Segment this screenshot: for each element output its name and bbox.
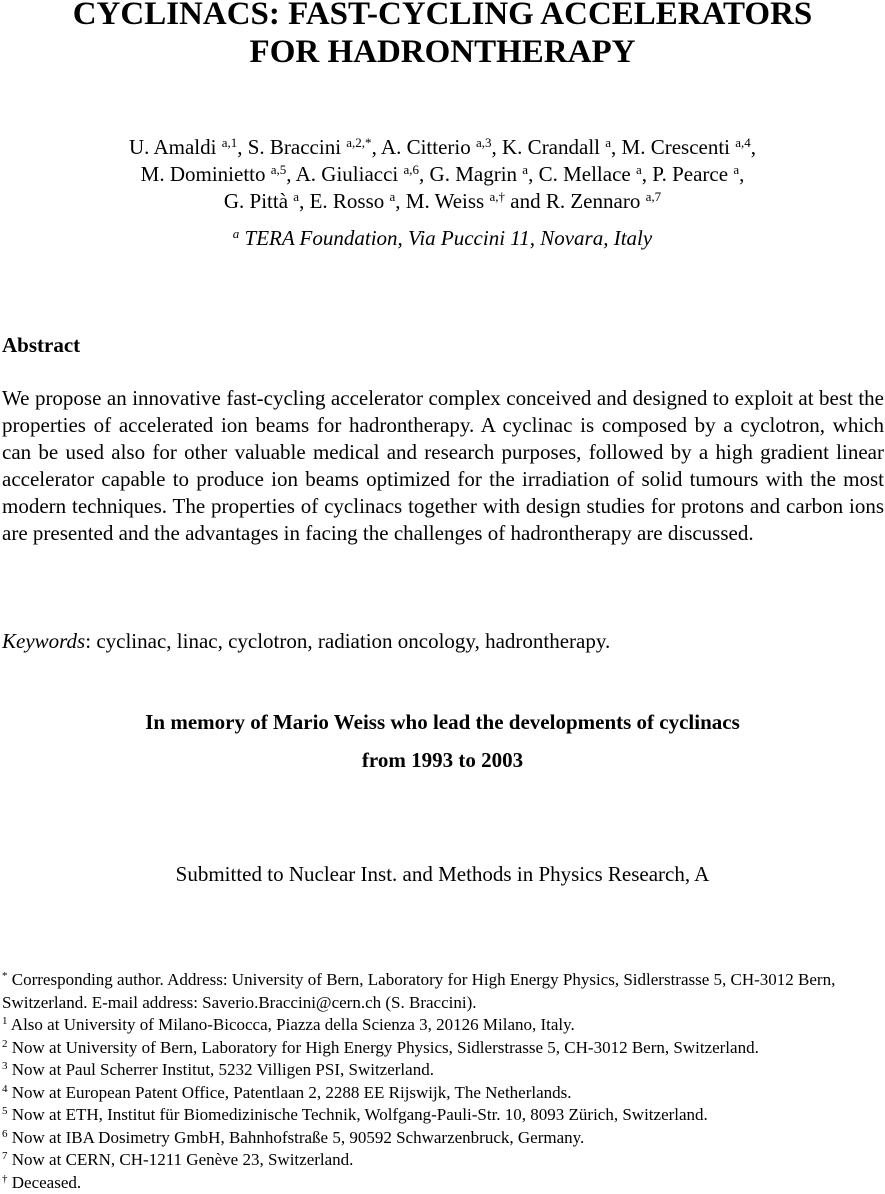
author-name: G. Magrin: [430, 162, 523, 186]
author-separator: ,: [751, 135, 756, 159]
footnote-mark: 4: [2, 1083, 8, 1095]
author-name: M. Crescenti: [622, 135, 736, 159]
author-name: A. Giuliacci: [296, 162, 404, 186]
author-separator: ,: [492, 135, 503, 159]
footnote-mark: 2: [2, 1038, 8, 1050]
author-line: [0, 160, 885, 189]
submission-note: Submitted to Nuclear Inst. and Methods in Physics Research, A: [0, 862, 885, 887]
abstract-heading: Abstract: [2, 333, 80, 358]
affiliation: [0, 226, 885, 251]
footnote-text: Now at ETH, Institut für Biomedizinische Technik, Wolfgang-Pauli-Str. 10, 8093 Zürich, Switzerland.: [8, 1105, 708, 1124]
footnote-text: Now at Paul Scherrer Institut, 5232 Villigen PSI, Switzerland.: [8, 1060, 434, 1079]
author-name: M. Weiss: [406, 189, 490, 213]
footnote: [2, 1059, 884, 1082]
author-affiliation-mark: a,5: [271, 162, 287, 177]
author-separator: and: [505, 189, 546, 213]
footnote: [2, 1037, 884, 1060]
author-separator: ,: [299, 189, 310, 213]
author-line: [0, 187, 885, 216]
footnote-text: Now at IBA Dosimetry GmbH, Bahnhofstraße 5, 90592 Schwarzenbruck, Germany.: [8, 1128, 585, 1147]
author-name: E. Rosso: [310, 189, 390, 213]
author-affiliation-mark: a: [605, 135, 611, 150]
footnote: [2, 969, 884, 1014]
affiliation-text: TERA Foundation, Via Puccini 11, Novara, Italy: [239, 226, 652, 250]
author-affiliation-mark: a,7: [646, 189, 662, 204]
footnote-text: Now at CERN, CH-1211 Genève 23, Switzerland.: [8, 1150, 354, 1169]
keywords: [2, 629, 610, 654]
author-name: C. Mellace: [539, 162, 636, 186]
author-separator: ,: [286, 162, 295, 186]
footnote-mark: †: [2, 1173, 8, 1185]
footnote-mark: 5: [2, 1105, 8, 1117]
author-affiliation-mark: a,6: [404, 162, 420, 177]
footnotes: [2, 969, 884, 1194]
author-affiliation-mark: a: [636, 162, 642, 177]
keywords-label: Keywords: [2, 629, 85, 653]
footnote-mark: 1: [2, 1015, 8, 1027]
author-affiliation-mark: a,3: [476, 135, 492, 150]
author-affiliation-mark: a: [522, 162, 528, 177]
author-affiliation-mark: a,1: [222, 135, 238, 150]
affiliation-mark: a: [233, 226, 240, 241]
author-separator: ,: [739, 162, 744, 186]
footnote: [2, 1104, 884, 1127]
memory-line-1: In memory of Mario Weiss who lead the developments of cyclinacs: [0, 703, 885, 741]
author-name: S. Braccini: [248, 135, 347, 159]
footnote-mark: 3: [2, 1060, 8, 1072]
author-affiliation-mark: a,2,*: [346, 135, 371, 150]
paper-title-line-1: CYCLINACS: FAST-CYCLING ACCELERATORS: [0, 0, 885, 33]
keywords-text: : cyclinac, linac, cyclotron, radiation oncology, hadrontherapy.: [85, 629, 610, 653]
footnote-text: Now at European Patent Office, Patentlaan 2, 2288 EE Rijswijk, The Netherlands.: [8, 1083, 572, 1102]
author-affiliation-mark: a: [390, 189, 396, 204]
author-name: U. Amaldi: [129, 135, 222, 159]
footnote: [2, 1014, 884, 1037]
author-affiliation-mark: a: [293, 189, 299, 204]
author-separator: ,: [395, 189, 406, 213]
footnote-text: Now at University of Bern, Laboratory for High Energy Physics, Sidlerstrasse 5, CH-3012 Bern, Switzerland.: [8, 1038, 759, 1057]
footnote-text: Corresponding author. Address: University of Bern, Laboratory for High Energy Physics, Sidlerstrasse 5, CH-3012 Bern, Switzerland. E-mail address: Saverio.Braccini@cern.ch (S. Braccini).: [2, 970, 835, 1012]
author-name: R. Zennaro: [546, 189, 646, 213]
footnote-mark: 6: [2, 1128, 8, 1140]
memory-dedication: [0, 703, 885, 779]
abstract-body: We propose an innovative fast-cycling accelerator complex conceived and designed to exploit at best the properties of accelerated ion beams for hadrontherapy. A cyclinac is composed by a cyclotron, which can be used also for other valuable medical and research purposes, followed by a high gradient linear accelerator capable to produce ion beams optimized for the irradiation of solid tumours with the most modern techniques. The properties of cyclinacs together with design studies for protons and carbon ions are presented and the advantages in facing the challenges of hadrontherapy are discussed.: [2, 385, 884, 547]
author-name: G. Pittà: [224, 189, 293, 213]
author-name: P. Pearce: [652, 162, 733, 186]
paper-title-line-2: FOR HADRONTHERAPY: [0, 34, 885, 71]
author-name: K. Crandall: [502, 135, 605, 159]
author-separator: ,: [419, 162, 430, 186]
author-name: A. Citterio: [381, 135, 476, 159]
footnote-text: Deceased.: [8, 1173, 82, 1192]
author-separator: ,: [528, 162, 539, 186]
footnote: [2, 1127, 884, 1150]
author-separator: ,: [372, 135, 381, 159]
author-name: M. Dominietto: [141, 162, 271, 186]
author-affiliation-mark: a,4: [735, 135, 751, 150]
author-line: [0, 133, 885, 162]
author-affiliation-mark: a,†: [489, 189, 505, 204]
memory-line-2: from 1993 to 2003: [0, 741, 885, 779]
author-separator: ,: [642, 162, 653, 186]
author-affiliation-mark: a: [733, 162, 739, 177]
footnote-text: Also at University of Milano-Bicocca, Piazza della Scienza 3, 20126 Milano, Italy.: [8, 1015, 575, 1034]
footnote-mark: 7: [2, 1150, 8, 1162]
footnote: [2, 1082, 884, 1105]
author-separator: ,: [237, 135, 248, 159]
footnote-mark: *: [2, 970, 8, 982]
author-separator: ,: [611, 135, 622, 159]
footnote: [2, 1149, 884, 1172]
